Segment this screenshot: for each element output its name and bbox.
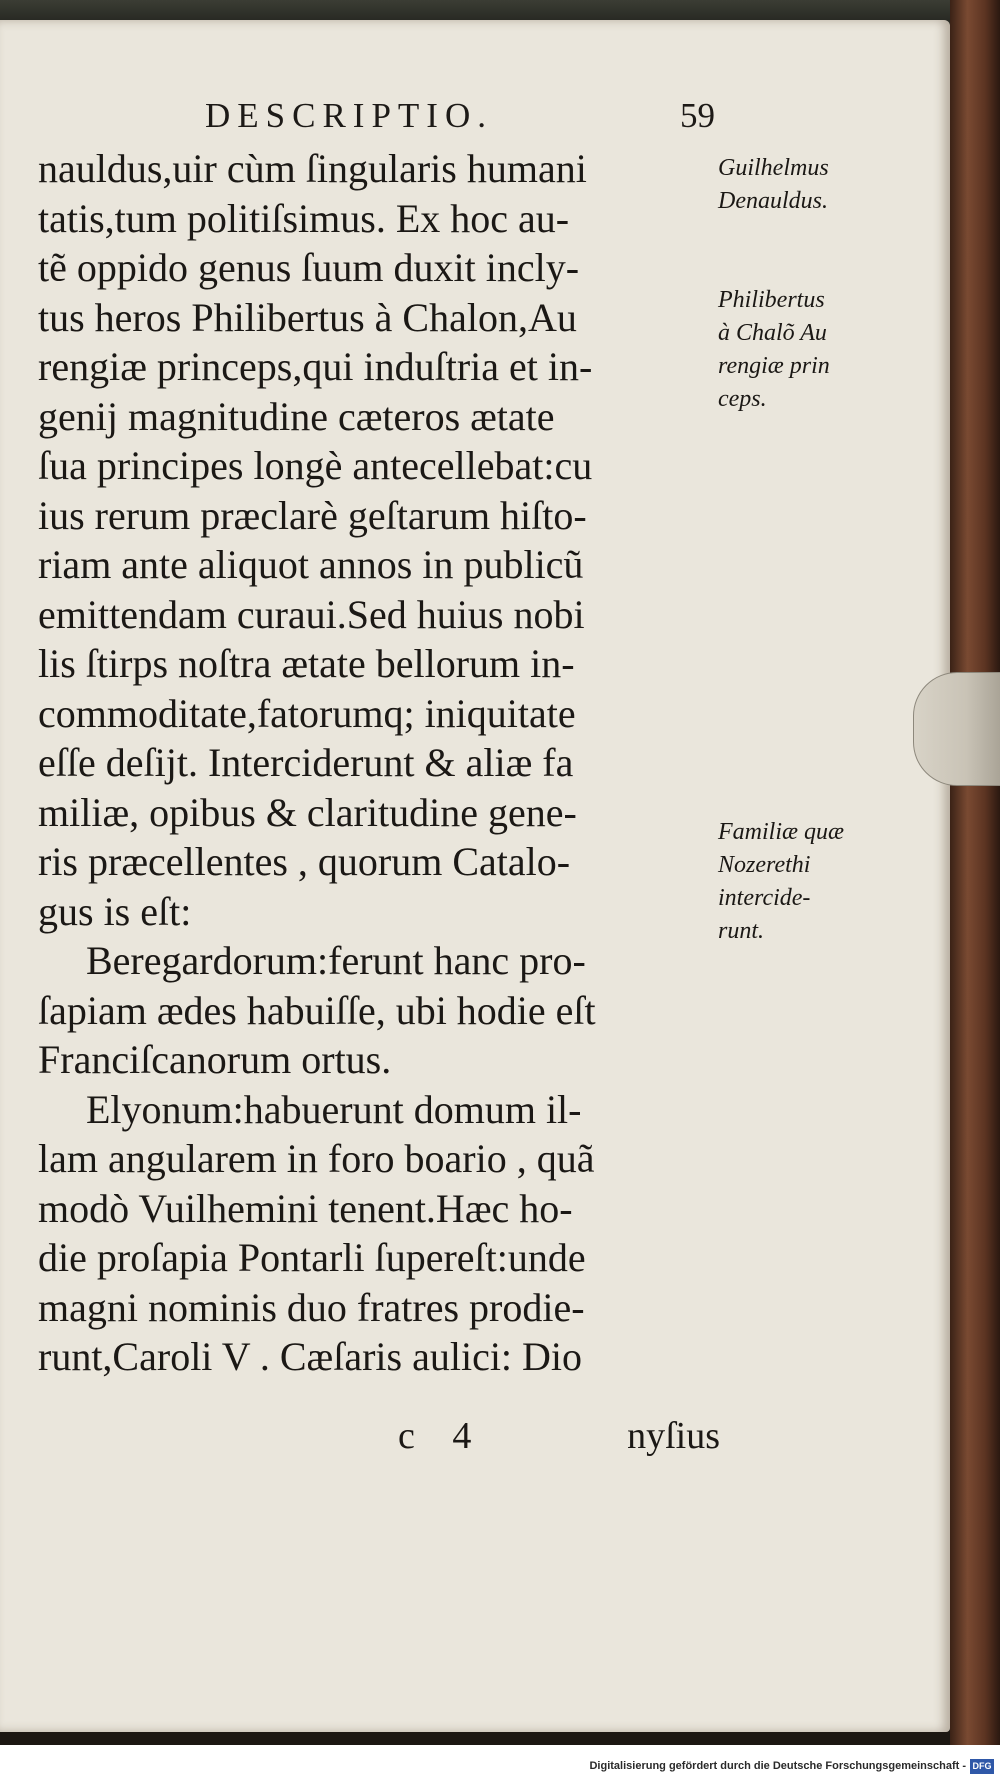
- text-line: modò Vuilhemini tenent.Hæc ho-: [38, 1185, 573, 1231]
- text-line: die proſapia Pontarli ſupereſt:unde: [38, 1235, 586, 1280]
- text-line: nauldus,uir cùm ſingularis humani: [38, 146, 587, 191]
- page-footer: [398, 1414, 720, 1464]
- marginal-note-line: intercide-: [718, 885, 811, 911]
- marginal-note: [718, 816, 878, 948]
- text-line: commoditate,fatorumq; iniquitate: [38, 690, 576, 736]
- text-line: ſua principes longè antecellebat:cu: [38, 443, 593, 488]
- marginal-note-line: runt.: [718, 918, 765, 944]
- page-number: 59: [680, 96, 715, 135]
- text-line: tus heros Philibertus à Chalon,Au: [38, 294, 577, 340]
- book-spine-edge: [950, 0, 1000, 1745]
- text-line: genij magnitudine cæteros ætate: [38, 393, 555, 439]
- marginal-note-line: Denauldus.: [718, 188, 828, 214]
- text-line: magni nominis duo fratres prodie-: [38, 1284, 585, 1330]
- marginal-note-line: Nozerethi: [718, 852, 811, 878]
- text-line: runt,Caroli V . Cæſaris aulici: Dio: [38, 1334, 583, 1379]
- text-line: ſapiam ædes habuiſſe, ubi hodie eſt: [38, 987, 596, 1033]
- catchword: nyſius: [627, 1415, 720, 1457]
- text-line: emittendam curaui.Sed huius nobi: [38, 591, 585, 637]
- digitization-credit: Digitalisierung gefördert durch die Deutsche Forschungsgemeinschaft -: [589, 1760, 966, 1772]
- text-line: tatis,tum politiſsimus. Ex hoc au-: [38, 195, 570, 241]
- text-line: tẽ oppido genus ſuum duxit incly-: [38, 245, 580, 290]
- running-title: DESCRIPTIO.: [205, 96, 493, 135]
- text-line: ius rerum præclarè geſtarum hiſto-: [38, 492, 587, 538]
- text-line: gus is eſt:: [38, 888, 192, 934]
- marginal-note-line: ceps.: [718, 386, 767, 412]
- text-line: riam ante aliquot annos in publicũ: [38, 542, 584, 587]
- text-line: eſſe deſijt. Interciderunt & aliæ fa: [38, 740, 574, 785]
- main-text-block: [38, 144, 716, 1382]
- marginal-note: [718, 152, 878, 218]
- text-line: Elyonum:habuerunt domum il-: [86, 1086, 582, 1132]
- signature-mark: c 4: [398, 1415, 486, 1457]
- page-clip: [913, 672, 1000, 786]
- marginal-note-line: rengiæ prin: [718, 353, 830, 379]
- marginal-note: [718, 284, 878, 416]
- text-line: lam angularem in foro boario , quã: [38, 1136, 595, 1181]
- text-line: Franciſcanorum ortus.: [38, 1037, 392, 1082]
- text-line: miliæ, opibus & claritudine gene-: [38, 789, 577, 835]
- text-line: Beregardorum:ferunt hanc pro-: [86, 938, 586, 983]
- dfg-logo: DFG: [970, 1759, 994, 1774]
- text-line: rengiæ princeps,qui induſtria et in-: [38, 344, 593, 389]
- marginal-note-line: Familiæ quæ: [718, 819, 845, 845]
- text-line: lis ſtirps noſtra ætate bellorum in-: [38, 641, 575, 686]
- marginal-note-line: à Chalõ Au: [718, 320, 827, 346]
- text-line: ris præcellentes , quorum Catalo-: [38, 839, 571, 884]
- running-header: [205, 96, 715, 144]
- marginal-note-line: Guilhelmus: [718, 155, 829, 181]
- marginal-note-line: Philibertus: [718, 287, 825, 313]
